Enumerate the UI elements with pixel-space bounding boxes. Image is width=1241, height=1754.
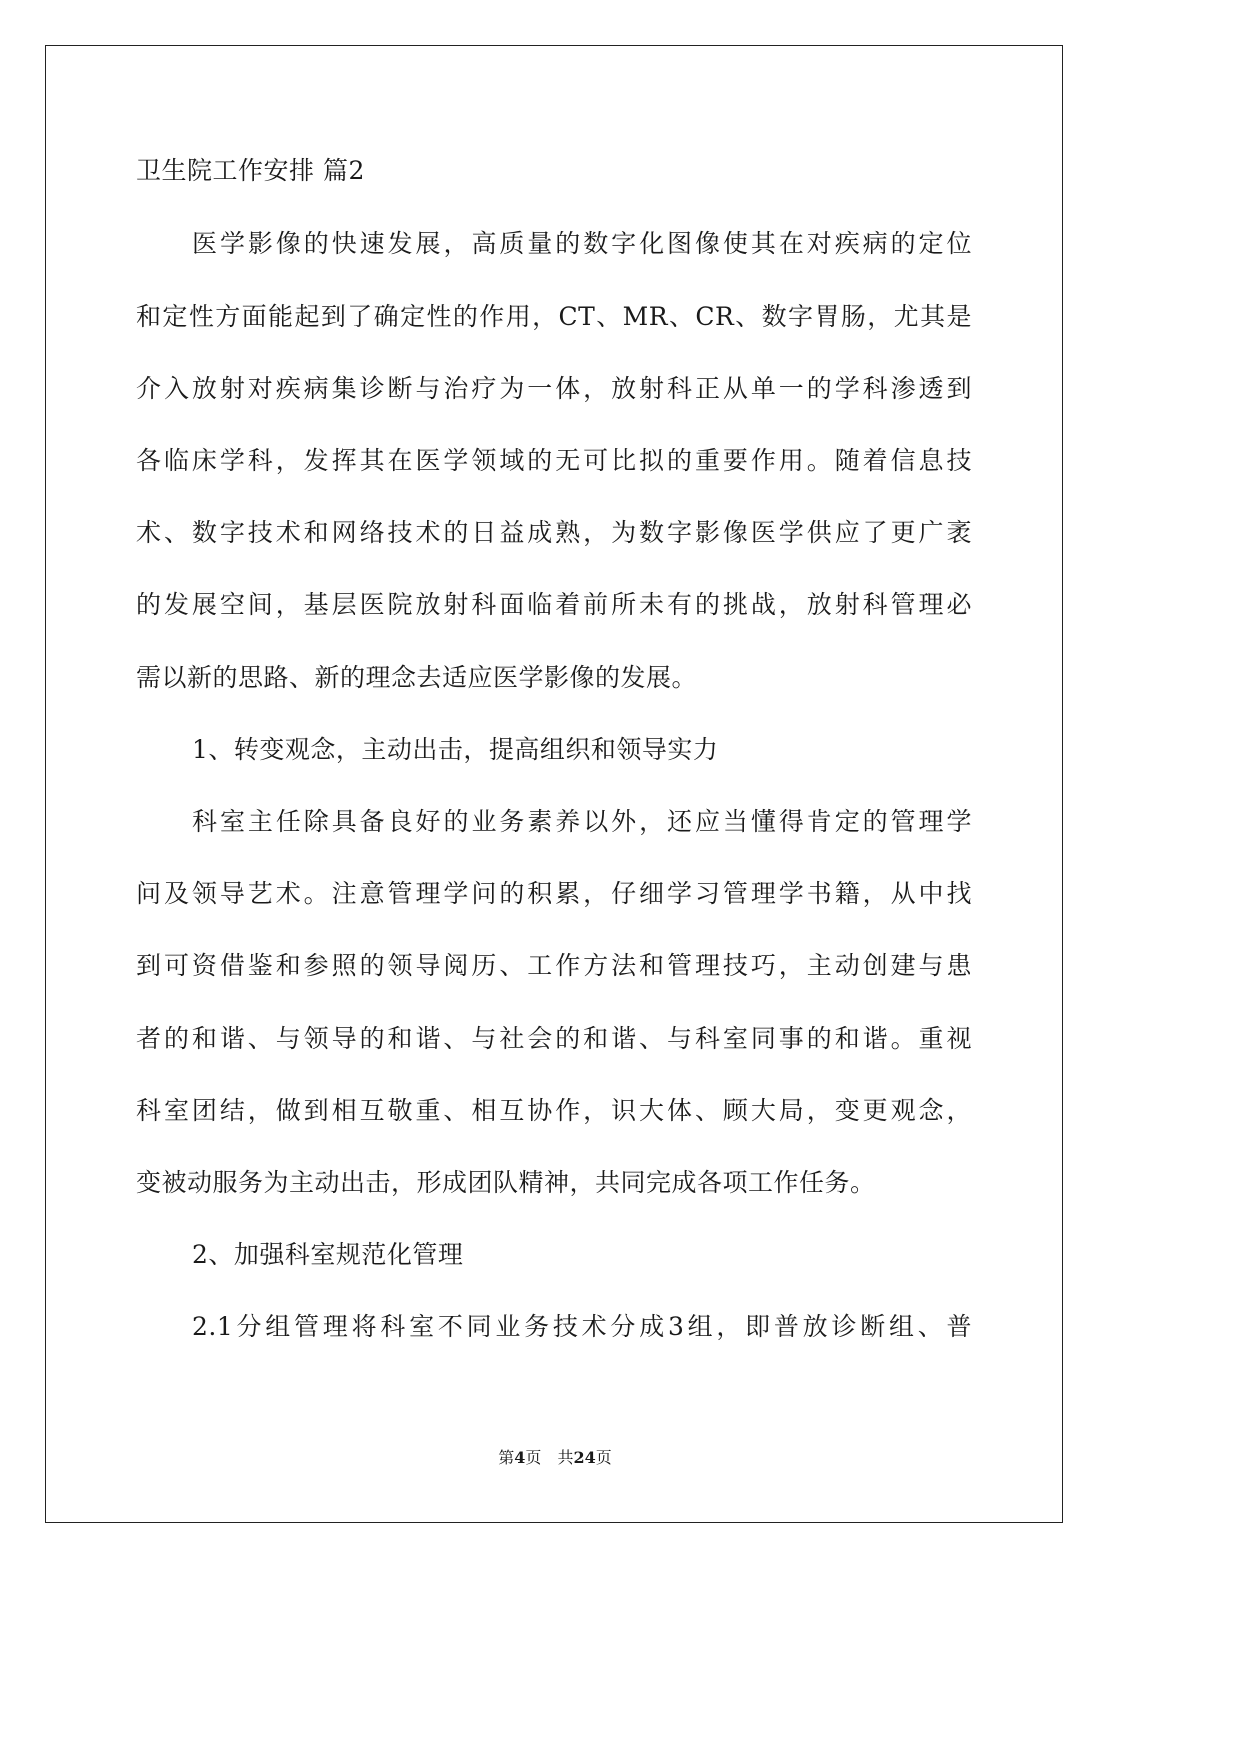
- paragraph-line: 2.1分组管理将科室不同业务技术分成3组，即普放诊断组、普: [192, 1312, 972, 1341]
- paragraph-line: 问及领导艺术。注意管理学问的积累，仔细学习管理学书籍，从中找: [136, 879, 972, 908]
- paragraph-line: 科室团结，做到相互敬重、相互协作，识大体、顾大局，变更观念，: [136, 1096, 972, 1125]
- footer-page-unit: 页: [525, 1448, 542, 1467]
- paragraph-line: 术、数字技术和网络技术的日益成熟，为数字影像医学供应了更广袤: [136, 518, 972, 547]
- paragraph-line: 科室主任除具备良好的业务素养以外，还应当懂得肯定的管理学: [192, 807, 972, 836]
- document-heading: 卫生院工作安排 篇2: [136, 156, 365, 185]
- paragraph-line: 者的和谐、与领导的和谐、与社会的和谐、与科室同事的和谐。重视: [136, 1024, 972, 1053]
- paragraph-line: 的发展空间，基层医院放射科面临着前所未有的挑战，放射科管理必: [136, 590, 972, 619]
- paragraph-line: 介入放射对疾病集诊断与治疗为一体，放射科正从单一的学科渗透到: [136, 374, 972, 403]
- footer-total-prefix: 共: [557, 1448, 574, 1467]
- paragraph-line: 和定性方面能起到了确定性的作用，CT、MR、CR、数字胃肠，尤其是: [136, 302, 972, 331]
- page-border: [45, 45, 1063, 1523]
- paragraph-line: 各临床学科，发挥其在医学领域的无可比拟的重要作用。随着信息技: [136, 446, 972, 475]
- paragraph-line: 需以新的思路、新的理念去适应医学影像的发展。: [136, 663, 698, 692]
- paragraph-line: 变被动服务为主动出击，形成团队精神，共同完成各项工作任务。: [136, 1168, 876, 1197]
- section-heading: 1、转变观念，主动出击，提高组织和领导实力: [192, 735, 719, 764]
- paragraph-line: 医学影像的快速发展，高质量的数字化图像使其在对疾病的定位: [192, 229, 972, 258]
- page-footer: [0, 1448, 1110, 1468]
- paragraph-line: 到可资借鉴和参照的领导阅历、工作方法和管理技巧，主动创建与患: [136, 951, 972, 980]
- section-heading: 2、加强科室规范化管理: [192, 1240, 464, 1269]
- footer-total-unit: 页: [595, 1448, 612, 1467]
- total-page-count: 24: [573, 1448, 596, 1467]
- footer-prefix: 第: [498, 1448, 515, 1467]
- current-page-number: 4: [514, 1448, 526, 1467]
